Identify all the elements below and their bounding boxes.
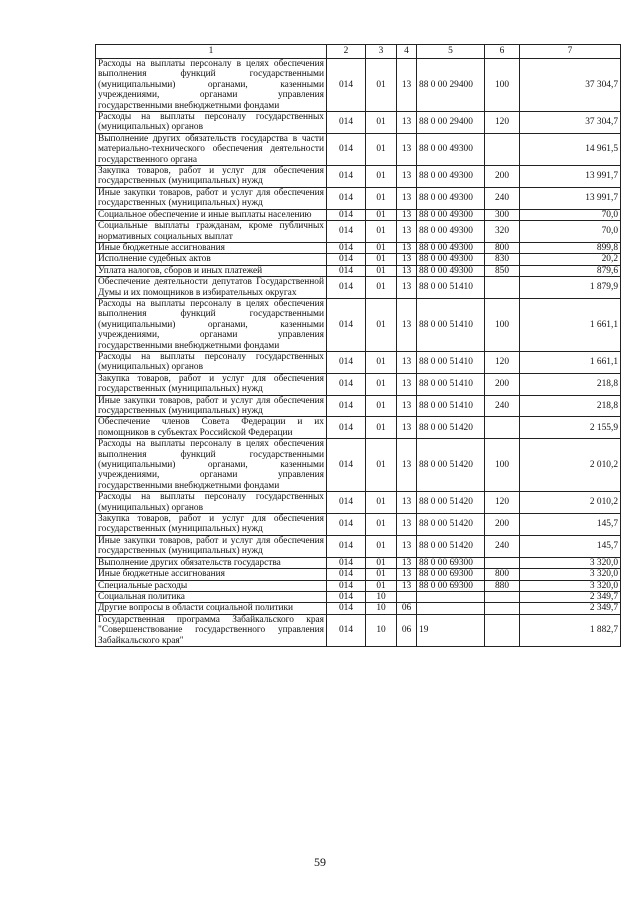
cell-rz: 10 [366,591,397,602]
cell-rz: 01 [366,242,397,253]
cell-pr: 13 [397,298,417,351]
cell-csr: 88 0 00 51410 [417,298,485,351]
cell-amount: 2 010,2 [520,492,621,514]
cell-csr: 88 0 00 51410 [417,351,485,373]
cell-vr: 100 [485,298,520,351]
cell-csr: 88 0 00 29400 [417,59,485,112]
header-cell: 6 [485,45,520,59]
cell-pr: 13 [397,557,417,568]
cell-csr: 88 0 00 49300 [417,187,485,209]
cell-vr: 240 [485,395,520,417]
cell-vr: 320 [485,221,520,243]
cell-pr: 13 [397,569,417,580]
cell-name: Закупка товаров, работ и услуг для обеспечения государственных (муниципальных) нужд [96,514,327,536]
cell-rz: 01 [366,580,397,591]
table-row [96,59,621,112]
cell-name: Закупка товаров, работ и услуг для обеспечения государственных (муниципальных) нужд [96,166,327,188]
cell-grbs: 014 [327,277,366,299]
cell-pr: 13 [397,417,417,439]
table-row [96,254,621,265]
cell-grbs: 014 [327,254,366,265]
table-row [96,351,621,373]
cell-csr: 88 0 00 49300 [417,209,485,220]
cell-pr: 13 [397,242,417,253]
cell-pr: 06 [397,614,417,646]
cell-csr: 88 0 00 49300 [417,133,485,165]
cell-vr: 200 [485,166,520,188]
cell-rz: 01 [366,298,397,351]
cell-name: Расходы на выплаты персоналу в целях обеспечения выполнения функций государственными (муниципальными) органами, казенными учреждениями, органами управления государственными внебюджетными фондами [96,439,327,492]
cell-name: Выполнение других обязательств государства [96,557,327,568]
table-row [96,603,621,614]
cell-pr: 13 [397,187,417,209]
cell-name: Выполнение других обязательств государства в части материально-технического обеспечения деятельности государственного органа [96,133,327,165]
cell-grbs: 014 [327,591,366,602]
cell-grbs: 014 [327,557,366,568]
cell-amount: 145,7 [520,514,621,536]
cell-grbs: 014 [327,221,366,243]
cell-amount: 37 304,7 [520,112,621,134]
cell-pr: 13 [397,277,417,299]
table-row [96,209,621,220]
cell-vr: 200 [485,514,520,536]
header-cell: 1 [96,45,327,59]
cell-name: Обеспечение членов Совета Федерации и их помощников в субъектах Российской Федерации [96,417,327,439]
cell-csr: 88 0 00 51410 [417,395,485,417]
cell-amount: 1 879,9 [520,277,621,299]
cell-grbs: 014 [327,298,366,351]
table-row [96,221,621,243]
cell-name: Исполнение судебных актов [96,254,327,265]
cell-amount: 2 010,2 [520,439,621,492]
cell-csr [417,591,485,602]
cell-rz: 01 [366,557,397,568]
cell-pr: 13 [397,580,417,591]
header-cell: 5 [417,45,485,59]
cell-vr: 100 [485,59,520,112]
cell-pr: 06 [397,603,417,614]
cell-csr: 88 0 00 49300 [417,221,485,243]
cell-rz: 01 [366,254,397,265]
cell-name: Иные бюджетные ассигнования [96,569,327,580]
cell-pr: 13 [397,395,417,417]
budget-table [95,44,621,647]
cell-rz: 01 [366,395,397,417]
cell-grbs: 014 [327,265,366,276]
cell-pr: 13 [397,351,417,373]
cell-vr: 120 [485,492,520,514]
cell-vr: 830 [485,254,520,265]
cell-csr: 88 0 00 69300 [417,569,485,580]
cell-grbs: 014 [327,603,366,614]
header-cell: 4 [397,45,417,59]
cell-vr [485,557,520,568]
cell-rz: 01 [366,417,397,439]
header-cell: 7 [520,45,621,59]
cell-amount: 70,0 [520,209,621,220]
cell-amount: 1 882,7 [520,614,621,646]
cell-grbs: 014 [327,492,366,514]
cell-pr: 13 [397,514,417,536]
table-row [96,417,621,439]
cell-grbs: 014 [327,209,366,220]
cell-grbs: 014 [327,569,366,580]
table-row [96,439,621,492]
cell-rz: 01 [366,439,397,492]
cell-name: Уплата налогов, сборов и иных платежей [96,265,327,276]
table-row [96,373,621,395]
cell-name: Социальное обеспечение и иные выплаты населению [96,209,327,220]
cell-rz: 01 [366,351,397,373]
cell-grbs: 014 [327,242,366,253]
cell-name: Расходы на выплаты персоналу государственных (муниципальных) органов [96,112,327,134]
cell-grbs: 014 [327,59,366,112]
cell-amount: 218,8 [520,373,621,395]
cell-grbs: 014 [327,514,366,536]
cell-csr [417,603,485,614]
table-row [96,298,621,351]
cell-grbs: 014 [327,439,366,492]
cell-csr: 88 0 00 49300 [417,254,485,265]
cell-csr: 88 0 00 29400 [417,112,485,134]
cell-vr: 100 [485,439,520,492]
cell-grbs: 014 [327,166,366,188]
cell-vr: 300 [485,209,520,220]
cell-name: Государственная программа Забайкальского края "Совершенствование государственного управления Забайкальского края" [96,614,327,646]
cell-vr: 800 [485,569,520,580]
table-row [96,277,621,299]
cell-pr: 13 [397,166,417,188]
cell-amount: 14 961,5 [520,133,621,165]
cell-vr: 120 [485,112,520,134]
cell-csr: 88 0 00 69300 [417,557,485,568]
table-row [96,395,621,417]
cell-amount: 20,2 [520,254,621,265]
cell-vr [485,614,520,646]
page-number: 59 [314,855,326,869]
cell-name: Другие вопросы в области социальной политики [96,603,327,614]
table-row [96,166,621,188]
table-row [96,535,621,557]
cell-grbs: 014 [327,373,366,395]
cell-rz: 01 [366,59,397,112]
cell-rz: 01 [366,277,397,299]
table-row [96,187,621,209]
cell-vr: 120 [485,351,520,373]
table-row [96,133,621,165]
table-row [96,569,621,580]
cell-pr: 13 [397,133,417,165]
cell-name: Обеспечение деятельности депутатов Государственной Думы и их помощников в избирательных округах [96,277,327,299]
table-row [96,614,621,646]
cell-name: Расходы на выплаты персоналу государственных (муниципальных) органов [96,492,327,514]
table-row [96,580,621,591]
cell-grbs: 014 [327,580,366,591]
table-row [96,242,621,253]
cell-amount: 2 349,7 [520,603,621,614]
cell-grbs: 014 [327,614,366,646]
cell-name: Закупка товаров, работ и услуг для обеспечения государственных (муниципальных) нужд [96,373,327,395]
cell-csr: 19 [417,614,485,646]
cell-pr: 13 [397,492,417,514]
cell-pr: 13 [397,59,417,112]
cell-csr: 88 0 00 51420 [417,514,485,536]
cell-rz: 01 [366,187,397,209]
cell-rz: 01 [366,166,397,188]
cell-csr: 88 0 00 49300 [417,265,485,276]
cell-rz: 01 [366,209,397,220]
cell-grbs: 014 [327,351,366,373]
table-row [96,492,621,514]
cell-amount: 13 991,7 [520,166,621,188]
cell-amount: 3 320,0 [520,569,621,580]
cell-grbs: 014 [327,187,366,209]
cell-rz: 10 [366,603,397,614]
header-cell: 3 [366,45,397,59]
cell-amount: 3 320,0 [520,580,621,591]
cell-name: Социальная политика [96,591,327,602]
table-row [96,514,621,536]
cell-pr: 13 [397,209,417,220]
cell-rz: 01 [366,373,397,395]
cell-vr: 850 [485,265,520,276]
cell-grbs: 014 [327,133,366,165]
cell-rz: 01 [366,492,397,514]
cell-vr: 880 [485,580,520,591]
cell-amount: 2 349,7 [520,591,621,602]
cell-name: Иные закупки товаров, работ и услуг для обеспечения государственных (муниципальных) нужд [96,535,327,557]
cell-csr: 88 0 00 51420 [417,535,485,557]
cell-name: Социальные выплаты гражданам, кроме публичных нормативных социальных выплат [96,221,327,243]
cell-rz: 01 [366,569,397,580]
cell-amount: 1 661,1 [520,298,621,351]
cell-amount: 899,8 [520,242,621,253]
cell-rz: 01 [366,133,397,165]
cell-vr: 240 [485,535,520,557]
table-row [96,557,621,568]
cell-vr [485,133,520,165]
table-row [96,591,621,602]
cell-csr: 88 0 00 49300 [417,242,485,253]
cell-amount: 70,0 [520,221,621,243]
cell-vr [485,591,520,602]
cell-amount: 1 661,1 [520,351,621,373]
cell-vr: 240 [485,187,520,209]
cell-amount: 218,8 [520,395,621,417]
cell-csr: 88 0 00 51420 [417,417,485,439]
cell-grbs: 014 [327,535,366,557]
cell-grbs: 014 [327,417,366,439]
table-row [96,265,621,276]
table-row [96,112,621,134]
cell-pr: 13 [397,265,417,276]
cell-vr [485,417,520,439]
cell-csr: 88 0 00 49300 [417,166,485,188]
cell-csr: 88 0 00 51420 [417,439,485,492]
cell-amount: 13 991,7 [520,187,621,209]
cell-amount: 2 155,9 [520,417,621,439]
cell-csr: 88 0 00 51410 [417,373,485,395]
cell-amount: 145,7 [520,535,621,557]
cell-rz: 01 [366,514,397,536]
cell-csr: 88 0 00 69300 [417,580,485,591]
cell-vr: 800 [485,242,520,253]
cell-pr: 13 [397,254,417,265]
cell-rz: 01 [366,265,397,276]
cell-pr: 13 [397,112,417,134]
cell-vr: 200 [485,373,520,395]
cell-pr: 13 [397,373,417,395]
cell-name: Расходы на выплаты персоналу в целях обеспечения выполнения функций государственными (муниципальными) органами, казенными учреждениями, органами управления государственными внебюджетными фондами [96,59,327,112]
cell-rz: 10 [366,614,397,646]
cell-amount: 879,6 [520,265,621,276]
cell-rz: 01 [366,535,397,557]
cell-name: Расходы на выплаты персоналу в целях обеспечения выполнения функций государственными (муниципальными) органами, казенными учреждениями, органами управления государственными внебюджетными фондами [96,298,327,351]
cell-amount: 3 320,0 [520,557,621,568]
cell-amount: 37 304,7 [520,59,621,112]
header-cell: 2 [327,45,366,59]
cell-csr: 88 0 00 51410 [417,277,485,299]
cell-vr [485,277,520,299]
cell-name: Иные закупки товаров, работ и услуг для обеспечения государственных (муниципальных) нужд [96,187,327,209]
header-row [96,45,621,59]
cell-grbs: 014 [327,395,366,417]
cell-name: Иные закупки товаров, работ и услуг для обеспечения государственных (муниципальных) нужд [96,395,327,417]
cell-pr: 13 [397,221,417,243]
cell-name: Расходы на выплаты персоналу государственных (муниципальных) органов [96,351,327,373]
cell-vr [485,603,520,614]
cell-pr: 13 [397,439,417,492]
cell-rz: 01 [366,221,397,243]
cell-name: Специальные расходы [96,580,327,591]
cell-csr: 88 0 00 51420 [417,492,485,514]
cell-grbs: 014 [327,112,366,134]
cell-pr [397,591,417,602]
cell-pr: 13 [397,535,417,557]
cell-name: Иные бюджетные ассигнования [96,242,327,253]
cell-rz: 01 [366,112,397,134]
